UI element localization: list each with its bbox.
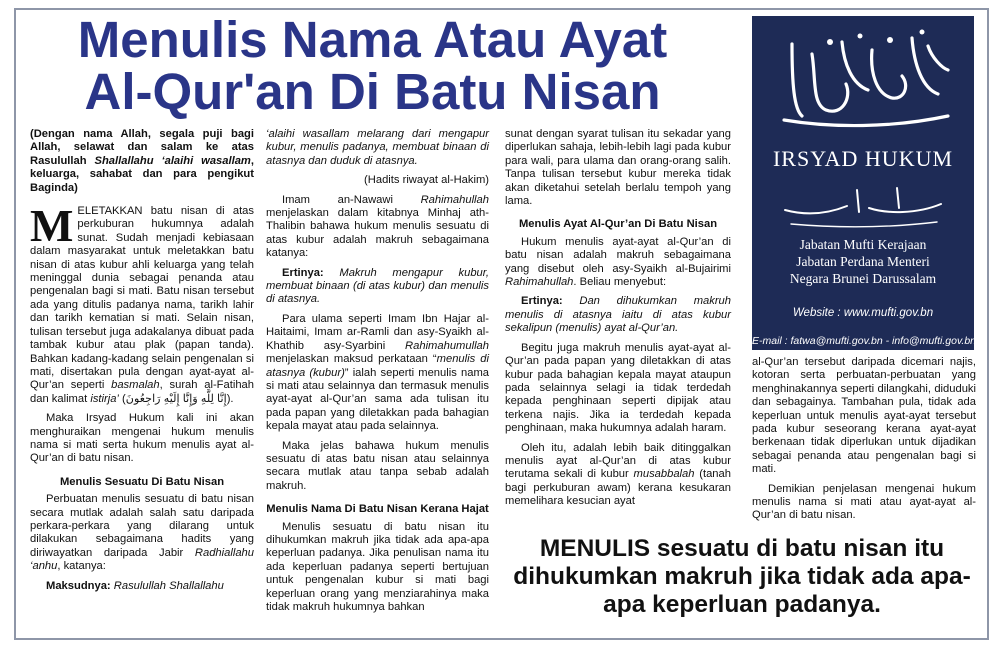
body-paragraph: Perbuatan menulis sesuatu di batu nisan secara mutlak adalah salah satu daripada perkara-perkara yang dilarang untuk dilakukan sebagaimana hadits yang diriwayatkan daripada Jabir Radhiallahu ‘anhu, katanya: — [30, 493, 254, 573]
body-paragraph: al-Qur’an tersebut daripada dicemari najis, kotoran serta perbuatan-perbuatan yang menghinakannya seperti dilangkahi, diduduki dan sebagainya. Tambahan pula, tidak ada keperluan untuk menulis ayat-ayat tersebut pada kubur seseorang kerana ayat-ayat berkenaan tidak diperlukan untuk dijadikan sebagai penanda atau pengenalan bagi si mati. — [752, 356, 976, 476]
logo-jawi-script — [777, 180, 949, 228]
logo-title: IRSYAD HUKUM — [772, 146, 954, 171]
drop-cap: M — [30, 200, 74, 252]
body-paragraph: sunat dengan syarat tulisan itu sekadar yang diperlukan sahaja, lebih-lebih lagi pada kubur para wali, para ulama dan orang-orang salih. Tanpa tulisan tersebut kubur mereka tidak akan diketahui setelah berlalu tempoh yang lama. — [505, 128, 731, 208]
section-subheading: Menulis Nama Di Batu Nisan Kerana Hajat — [266, 503, 489, 516]
body-paragraph: Imam an-Nawawi Rahimahullah menjelaskan dalam kitabnya Minhaj ath-Thalibin bahawa hukum menulis sesuatu di atas kubur adalah makruh sebagaimana katanya: — [266, 193, 489, 260]
article-column-1 — [30, 128, 254, 599]
logo-line-3: Negara Brunei Darussalam — [789, 271, 937, 286]
article-column-3 — [505, 128, 731, 515]
body-paragraph: MELETAKKAN batu nisan di atas perkuburan hukumnya adalah sunat. Sudah menjadi kebiasaan dalam masyarakat untuk meletakkan batu nisan di atas kubur ahli keluarga yang telah meninggal dunia sebagai penanda atau pengenalan bagi si mati. Batu nisan tersebut ada yang ditulis padanya nama, tarikh lahir dan tarikh kematian si mati. Selain nisan, tulisan tersebut juga adakalanya dibuat pada tambak kubur atau plak (papan tanda). Bahkan kadang-kadang selain pengenalan si mati, disertakan pula dengan ayat-ayat al-Qur’an seperti basmalah, surah al-Fatihah dan kalimat istirja’ (إِنَّا لِلَّهِ وَإِنَّا إِلَيْهِ رَاجِعُونَ). — [30, 200, 254, 405]
body-paragraph: Begitu juga makruh menulis ayat-ayat al-Qur’an pada papan yang diletakkan di atas kubur pada bahagian kepala mayat ataupun pada selainnya selagi ia tidak terdedah kepada penghinaan seperti dipijak atau terkena najis. Jika ia terdedah kepada penghinaan, maka hukumnya adalah haram. — [505, 341, 731, 435]
body-paragraph: Maka jelas bahawa hukum menulis sesuatu di atas batu nisan atau selainnya secara mutlak atau tanpa sebab adalah makruh. — [266, 439, 489, 492]
article-column-4 — [752, 356, 976, 529]
hadith-citation: (Hadits riwayat al-Hakim) — [364, 174, 489, 187]
article-column-2 — [266, 128, 489, 620]
body-paragraph: Hukum menulis ayat-ayat al-Qur’an di batu nisan adalah makruh sebagaimana yang disebut oleh asy-Syaikh al-Bujairimi Rahimahullah. Beliau menyebut: — [505, 235, 731, 289]
quote-paragraph: ‘alaihi wasallam melarang dari mengapur kubur, menulis padanya, membuat binaan di atasnya dan duduk di atasnya. — [266, 128, 489, 167]
quote-paragraph: Maksudnya: Rasulullah Shallallahu — [46, 579, 224, 592]
pull-quote — [507, 535, 977, 619]
body-paragraph: Demikian penjelasan mengenai hukum menulis nama si mati atau ayat-ayat al-Qur’an di batu nisan. — [752, 482, 976, 522]
quote-paragraph: Ertinya: Makruh mengapur kubur, membuat binaan (di atas kubur) dan menulis di atasnya. — [266, 266, 489, 306]
pull-quote-caps: MENULIS — [539, 535, 651, 562]
logo-institution-lines — [752, 236, 974, 287]
body-paragraph: Oleh itu, adalah lebih baik ditinggalkan menulis ayat al-Qur’an di atas kubur terutama sekali di kubur musabbalah (tanah bagi perkuburan awam) kerana kesukaran memelihara kesucian ayat — [505, 441, 731, 508]
quote-paragraph: Ertinya: Dan dihukumkan makruh menulis di atasnya iaitu di atas kubur sekalipun (menulis) ayat al-Qur’an. — [505, 295, 731, 335]
headline-line-2: Al-Qur'an Di Batu Nisan — [84, 63, 661, 120]
headline-line-1: Menulis Nama Atau Ayat — [77, 11, 668, 68]
body-paragraph: Maka Irsyad Hukum kali ini akan menghuraikan mengenai hukum menulis nama si mati serta hukum menulis ayat al-Qur’an di batu nisan. — [30, 412, 254, 465]
article-headline — [0, 11, 745, 120]
section-subheading: Menulis Ayat Al-Qur’an Di Batu Nisan — [518, 218, 718, 231]
irsyad-hukum-logo-panel — [752, 16, 977, 350]
logo-line-1: Jabatan Mufti Kerajaan — [799, 237, 927, 252]
logo-website: Website : www.mufti.gov.bn — [792, 307, 934, 319]
intro-paragraph: (Dengan nama Allah, segala puji bagi Allah, selawat dan salam ke atas Rasulullah Shallallahu ‘alaihi wasallam, keluarga, sahabat dan para pengikut Baginda) — [30, 128, 254, 194]
pull-quote-text: sesuatu di batu nisan itu dihukumkan makruh jika tidak ada apa-apa keperluan padanya. — [513, 535, 971, 618]
jawi-script-icon — [777, 180, 949, 228]
logo-email: E-mail : fatwa@mufti.gov.bn - info@mufti.gov.bn — [752, 335, 977, 347]
section-subheading: Menulis Sesuatu Di Batu Nisan — [59, 475, 225, 488]
logo-line-2: Jabatan Perdana Menteri — [796, 254, 930, 269]
calligraphy-logo-icon — [772, 24, 954, 134]
body-paragraph: Menulis sesuatu di batu nisan itu dihukumkan makruh jika tidak ada apa-apa keperluan padanya. Jika penulisan nama itu ada keperluan padanya seperti bertujuan untuk pengenalan kubur si mati bagi keperluan orang yang menziarahinya maka tidak makruh hukumnya bahkan — [266, 520, 489, 613]
body-paragraph: Para ulama seperti Imam Ibn Hajar al-Haitaimi, Imam ar-Ramli dan asy-Syaikh al-Khathib asy-Syarbini Rahimahumullah menjelaskan maksud perkataan “menulis di atasnya (kubur)” ialah seperti menulis nama si mati atau selainnya dan termasuk menulis ayat-ayat al-Qur’an sama ada tulisan itu pada papan yang diletakkan pada bahagian kepala mayat atau pada selainnya. — [266, 312, 489, 433]
